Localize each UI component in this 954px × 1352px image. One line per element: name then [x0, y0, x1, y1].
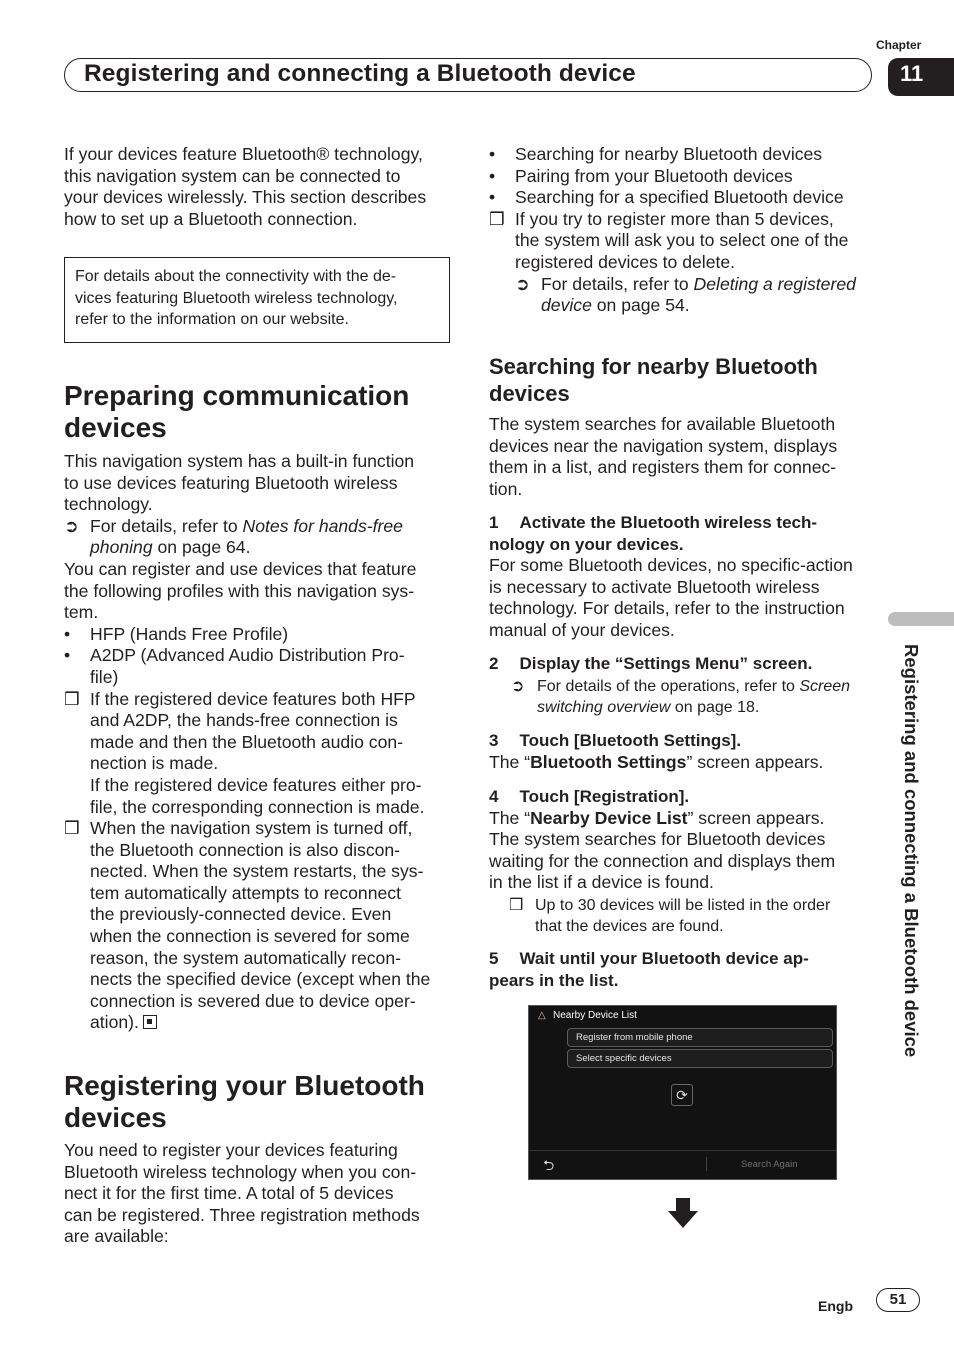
- text-span: The “: [489, 807, 531, 828]
- ref-text: For details of the operations, refer to: [537, 677, 800, 695]
- text-line: waiting for the connection and displays them: [489, 850, 836, 871]
- section-heading-preparing: [64, 380, 464, 444]
- checkbox-note-icon: ❒: [489, 208, 505, 229]
- text-line: Up to 30 devices will be listed in the order: [535, 896, 831, 914]
- section-body-registering: [64, 1140, 456, 1248]
- intro-paragraph: [64, 144, 454, 230]
- text-line: For details about the connectivity with the de-: [75, 268, 397, 285]
- loading-spinner-icon: ⟳: [671, 1084, 693, 1106]
- heading-line: devices: [64, 412, 167, 443]
- text-span: The “: [489, 751, 531, 772]
- section-body-searching: [489, 414, 881, 500]
- chapter-number: 11: [888, 58, 954, 96]
- step-title: [489, 786, 881, 808]
- down-arrow-icon: [668, 1198, 698, 1228]
- methods-list: [489, 144, 881, 317]
- note-box: [64, 257, 450, 343]
- ref-link-text[interactable]: Screen: [799, 677, 851, 695]
- reference-item: [515, 274, 881, 317]
- note-item: [64, 818, 456, 1034]
- text-line: nected. When the system restarts, the sys-: [90, 861, 424, 882]
- text-line: You need to register your devices featuring: [64, 1140, 398, 1160]
- text-line: nection is made.: [90, 753, 219, 774]
- ref-text: For details, refer to: [541, 273, 694, 294]
- text-line: tion.: [489, 478, 523, 499]
- reference-item: [64, 516, 456, 559]
- text-line: made and then the Bluetooth audio con-: [90, 731, 404, 752]
- list-item: [489, 187, 881, 209]
- text-line: this navigation system can be connected to: [64, 165, 401, 186]
- heading-line: devices: [64, 1102, 167, 1133]
- text-span: ” screen appears.: [687, 807, 825, 828]
- text-line: connection is severed due to device oper-: [90, 990, 416, 1011]
- heading-line: devices: [489, 381, 570, 406]
- note-item: [509, 895, 881, 937]
- arrow-ref-icon: ➲: [64, 515, 79, 536]
- text-line: Wait until your Bluetooth device ap-: [519, 949, 809, 968]
- text-line: registered devices to delete.: [515, 251, 736, 272]
- ref-text: For details, refer to: [90, 515, 243, 536]
- step-3: [489, 730, 881, 773]
- text-line: the system will ask you to select one of the: [515, 230, 849, 251]
- text-line: in the list if a device is found.: [489, 872, 714, 893]
- text-line: nology on your devices.: [489, 534, 684, 554]
- chapter-label: Chapter: [876, 38, 922, 52]
- text-line: manual of your devices.: [489, 619, 675, 640]
- screen-name: Bluetooth Settings: [530, 751, 687, 772]
- text-line: Touch [Bluetooth Settings].: [519, 731, 742, 750]
- text-line: the previously-connected device. Even: [90, 904, 392, 925]
- text-line: when the connection is severed for some: [90, 926, 410, 947]
- text-line: are available:: [64, 1226, 169, 1247]
- arrow-ref-icon: ➲: [515, 273, 530, 294]
- text-line: Display the “Settings Menu” screen.: [519, 654, 813, 673]
- text-line: your devices wirelessly. This section describes: [64, 187, 427, 208]
- text-line: is necessary to activate Bluetooth wireless: [489, 576, 820, 597]
- text-line: If your devices feature Bluetooth® technology,: [64, 144, 423, 164]
- text-line: can be registered. Three registration methods: [64, 1204, 420, 1225]
- language-code: Engb: [818, 1298, 853, 1314]
- list-item: [64, 624, 456, 646]
- text-line: If you try to register more than 5 devices,: [515, 208, 834, 229]
- text-line: vices featuring Bluetooth wireless technology,: [75, 289, 398, 307]
- text-line: This navigation system has a built-in function: [64, 451, 415, 471]
- text-line: file, the corresponding connection is made.: [90, 796, 425, 817]
- step-number: 4: [489, 787, 499, 806]
- note-item: [489, 209, 881, 317]
- text-line: Touch [Registration].: [519, 787, 690, 806]
- heading-line: Registering your Bluetooth: [64, 1070, 425, 1101]
- search-again-button[interactable]: Search Again: [741, 1159, 798, 1170]
- ref-text: on page 54.: [591, 295, 690, 316]
- side-chapter-title: [896, 644, 926, 1164]
- text-line: pears in the list.: [489, 970, 619, 990]
- text-line: A2DP (Advanced Audio Distribution Pro-: [90, 645, 405, 666]
- text-line: When the navigation system is turned off,: [90, 818, 413, 839]
- step-number: 2: [489, 654, 499, 673]
- ref-text: on page 64.: [152, 537, 251, 558]
- side-tab: [888, 612, 954, 626]
- screen-title: Nearby Device List: [553, 1010, 637, 1021]
- text-line: The system searches for available Bluetooth: [489, 414, 836, 434]
- text-line: HFP (Hands Free Profile): [90, 623, 289, 644]
- text-line: technology.: [64, 494, 153, 515]
- text-line: Activate the Bluetooth wireless tech-: [519, 513, 818, 532]
- step-4: [489, 786, 881, 937]
- text-line: Searching for nearby Bluetooth devices: [515, 144, 823, 164]
- section-body-preparing: [64, 451, 456, 1034]
- bullet-icon: •: [489, 144, 496, 164]
- step-5: [489, 948, 881, 991]
- text-line: Pairing from your Bluetooth devices: [515, 165, 793, 186]
- step-number: 1: [489, 513, 499, 532]
- text-line: file): [90, 666, 119, 687]
- step-title: [489, 512, 881, 534]
- text-line: technology. For details, refer to the instruction: [489, 598, 845, 619]
- text-line: them in a list, and registers them for connec-: [489, 457, 837, 478]
- text-line: Bluetooth wireless technology when you con-: [64, 1161, 417, 1182]
- text-line: If the registered device features either pro-: [90, 774, 422, 795]
- bullet-icon: •: [489, 165, 496, 186]
- screen-bottom-bar: [529, 1150, 836, 1179]
- ref-link-text[interactable]: Deleting a registered: [693, 273, 856, 294]
- text-line: ation).: [90, 1012, 139, 1033]
- text-line: tem.: [64, 602, 99, 623]
- text-line: and A2DP, the hands-free connection is: [90, 710, 398, 731]
- ref-link-text[interactable]: Notes for hands-free: [242, 515, 403, 536]
- list-item: [489, 166, 881, 188]
- checkbox-note-icon: ❒: [64, 688, 80, 709]
- text-span: ” screen appears.: [686, 751, 824, 772]
- text-line: that the devices are found.: [535, 917, 724, 935]
- section-heading-registering: [64, 1070, 464, 1134]
- side-chapter-title-text: Registering and connecting a Bluetooth device: [901, 644, 922, 1058]
- page-number: 51: [876, 1288, 920, 1312]
- text-line: refer to the information on our website.: [75, 311, 349, 329]
- device-screenshot: [528, 1005, 837, 1180]
- step-title: [489, 653, 881, 675]
- step-number: 3: [489, 731, 499, 750]
- step-title: [489, 730, 881, 752]
- page-title: Registering and connecting a Bluetooth device: [84, 60, 636, 87]
- text-line: For some Bluetooth devices, no specific-action: [489, 555, 853, 576]
- screen-name: Nearby Device List: [530, 807, 688, 828]
- bullet-icon: •: [64, 645, 71, 666]
- step-1: [489, 512, 881, 642]
- text-line: to use devices featuring Bluetooth wireless: [64, 472, 398, 493]
- text-line: nects the specified device (except when the: [90, 969, 431, 990]
- text-line: devices near the navigation system, displays: [489, 435, 838, 456]
- text-line: reason, the system automatically recon-: [90, 947, 401, 968]
- step-title: [489, 948, 881, 970]
- reference-item: [511, 676, 881, 718]
- ref-text: on page 18.: [670, 698, 760, 716]
- checkbox-note-icon: ❒: [64, 818, 80, 839]
- heading-line: Preparing communication: [64, 380, 410, 411]
- text-line: how to set up a Bluetooth connection.: [64, 208, 358, 229]
- bullet-icon: •: [64, 623, 71, 644]
- list-item: [64, 645, 456, 688]
- divider: [706, 1157, 707, 1171]
- section-heading-searching: [489, 353, 889, 407]
- bullet-icon: •: [489, 187, 496, 208]
- ref-link-text[interactable]: device: [541, 295, 592, 316]
- checkbox-note-icon: ❒: [509, 896, 524, 914]
- back-icon[interactable]: ⮌: [543, 1157, 555, 1173]
- heading-line: Searching for nearby Bluetooth: [489, 354, 818, 379]
- arrow-ref-icon: ➲: [511, 677, 525, 695]
- bluetooth-antenna-icon: △: [538, 1010, 546, 1021]
- end-of-section-icon: [143, 1015, 157, 1029]
- text-line: If the registered device features both HFP: [90, 688, 416, 709]
- select-specific-devices-button[interactable]: Select specific devices: [567, 1049, 833, 1068]
- ref-link-text[interactable]: phoning: [90, 537, 153, 558]
- text-line: tem automatically attempts to reconnect: [90, 882, 401, 903]
- ref-link-text[interactable]: switching overview: [537, 698, 671, 716]
- list-item: [489, 144, 881, 166]
- text-line: The system searches for Bluetooth devices: [489, 829, 826, 850]
- text-line: the Bluetooth connection is also discon-: [90, 839, 401, 860]
- text-line: the following profiles with this navigation sys-: [64, 580, 415, 601]
- note-item: [64, 689, 456, 819]
- step-2: [489, 653, 881, 718]
- text-line: Searching for a specified Bluetooth device: [515, 187, 844, 208]
- text-line: You can register and use devices that feature: [64, 558, 417, 579]
- register-from-phone-button[interactable]: Register from mobile phone: [567, 1028, 833, 1047]
- text-line: nect it for the first time. A total of 5 devices: [64, 1183, 394, 1204]
- step-number: 5: [489, 949, 499, 968]
